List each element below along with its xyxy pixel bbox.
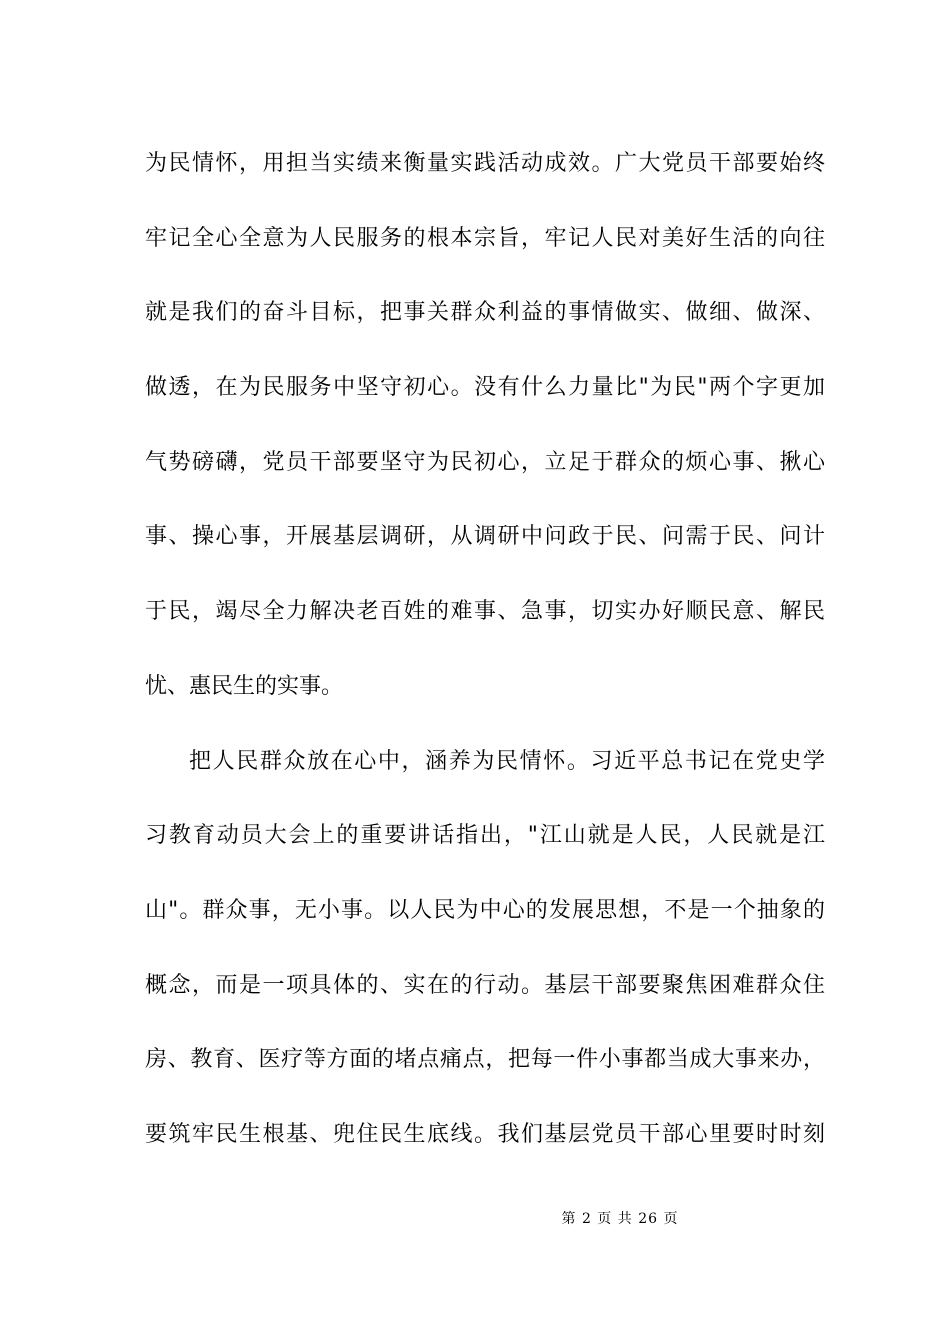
text-line: 气势磅礴，党员干部要坚守为民初心，立足于群众的烦心事、揪心 bbox=[145, 449, 825, 475]
text-line: 就是我们的奋斗目标，把事关群众利益的事情做实、做细、做深、 bbox=[145, 300, 825, 326]
page-number-footer: 第 2 页 共 26 页 bbox=[561, 1211, 679, 1227]
text-line: 把人民群众放在心中，涵养为民情怀。习近平总书记在党史学 bbox=[189, 748, 825, 774]
body-text bbox=[145, 127, 825, 1173]
text-line: 牢记全心全意为人民服务的根本宗旨，牢记人民对美好生活的向往 bbox=[145, 225, 825, 251]
text-line: 山"。群众事，无小事。以人民为中心的发展思想，不是一个抽象的 bbox=[145, 897, 825, 923]
text-line: 做透，在为民服务中坚守初心。没有什么力量比"为民"两个字更加 bbox=[145, 375, 825, 401]
text-line: 房、教育、医疗等方面的堵点痛点，把每一件小事都当成大事来办， bbox=[145, 1047, 825, 1073]
text-line: 事、操心事，开展基层调研，从调研中问政于民、问需于民、问计 bbox=[145, 524, 825, 550]
text-line: 概念，而是一项具体的、实在的行动。基层干部要聚焦困难群众住 bbox=[145, 972, 825, 998]
text-line: 为民情怀，用担当实绩来衡量实践活动成效。广大党员干部要始终 bbox=[145, 151, 825, 176]
text-line: 忧、惠民生的实事。 bbox=[145, 673, 344, 699]
text-line: 要筑牢民生根基、兜住民生底线。我们基层党员干部心里要时时刻 bbox=[145, 1121, 825, 1147]
text-line: 习教育动员大会上的重要讲话指出，"江山就是人民，人民就是江 bbox=[145, 823, 825, 849]
text-line: 于民，竭尽全力解决老百姓的难事、急事，切实办好顺民意、解民 bbox=[145, 599, 825, 625]
